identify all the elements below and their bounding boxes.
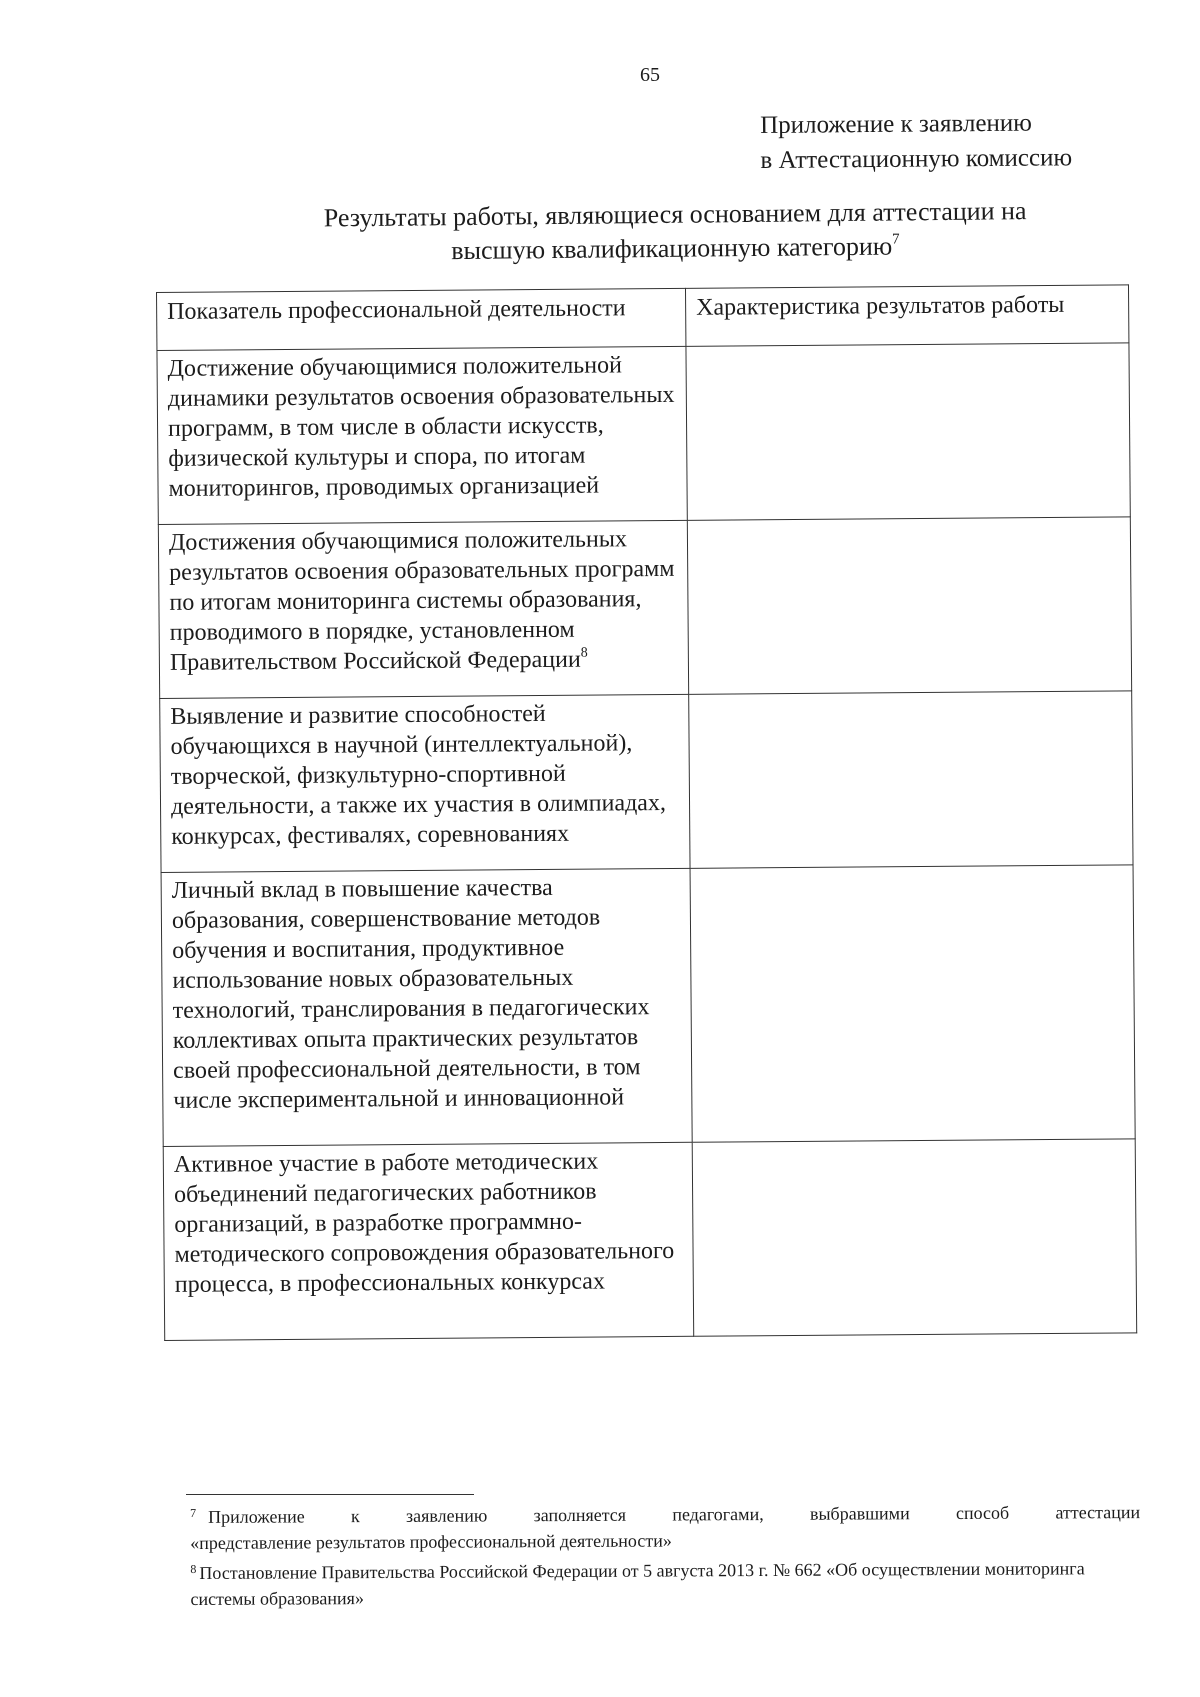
indicator-text: Достижения обучающимися положительных результатов освоения образовательных программ по итогам мониторинга системы образования, проводимого в порядке, установленном Правительством Российской Федерации xyxy=(168,526,675,676)
footnote-mark: 8 xyxy=(190,1561,197,1576)
title-line-2-text: высшую квалификационную категорию xyxy=(451,231,893,266)
footnote-7-continued: «представление результатов профессиональной деятельности» xyxy=(190,1530,672,1553)
appendix-line-2: в Аттестационную комиссию xyxy=(760,144,1073,174)
footnote-7 xyxy=(190,1495,1140,1530)
result-cell xyxy=(690,865,1135,1142)
table-row xyxy=(163,1139,1136,1341)
footnote-separator xyxy=(186,1494,474,1495)
result-cell xyxy=(689,691,1133,868)
document-title xyxy=(270,194,1081,270)
table-row xyxy=(160,691,1133,873)
appendix-line-1: Приложение к заявлению xyxy=(760,109,1033,139)
indicator-cell: Выявление и развитие способностей обучающихся в научной (интеллектуальной), творческой, физкультурно-спортивной деятельности, а также их участия в олимпиадах, конкурсах, фестивалях, соревнованиях xyxy=(160,694,690,872)
table-row xyxy=(157,343,1130,525)
footnote-text: Приложение к заявлению заполняется педагогами, выбравшими способ аттестации xyxy=(208,1502,1141,1527)
footnotes xyxy=(190,1495,1141,1612)
indicator-cell: Активное участие в работе методических объединений педагогических работников организаций, в разработке программно-методического сопровождения образовательного процесса, в профессиональных конкурсах xyxy=(163,1142,694,1340)
appendix-note xyxy=(760,105,1072,178)
result-cell xyxy=(686,343,1130,520)
footnote-ref-7: 7 xyxy=(892,231,900,248)
footnote-text: Постановление Правительства Российской Федерации от 5 августа 2013 г. № 662 «Об осуществлении мониторинга системы образования» xyxy=(190,1558,1085,1609)
page-number: 65 xyxy=(640,64,660,86)
results-table xyxy=(156,285,1116,1341)
title-line-1: Результаты работы, являющиеся основанием для аттестации на xyxy=(323,196,1027,233)
footnote-mark: 7 xyxy=(190,1505,197,1520)
indicator-cell: Личный вклад в повышение качества образования, совершенствование методов обучения и воспитания, продуктивное использование новых образовательных технологий, транслирования в педагогических коллективах опыта практических результатов своей профессиональной деятельности, в том числе экспериментальной и инновационной xyxy=(161,868,692,1146)
indicator-cell: Достижение обучающимися положительной динамики результатов освоения образовательных программ, в том числе в области искусств, физической культуры и спора, по итогам мониторингов, проводимых организацией xyxy=(157,346,687,524)
footnote-ref-8: 8 xyxy=(580,645,588,661)
header-indicator: Показатель профессиональной деятельности xyxy=(157,288,686,350)
header-result: Характеристика результатов работы xyxy=(685,285,1128,346)
footnote-8 xyxy=(190,1551,1140,1612)
result-cell xyxy=(687,517,1131,694)
table-row xyxy=(161,865,1135,1147)
result-cell xyxy=(692,1139,1137,1336)
indicator-cell xyxy=(158,520,688,698)
table-header-row xyxy=(157,285,1129,351)
table-row xyxy=(158,517,1131,699)
